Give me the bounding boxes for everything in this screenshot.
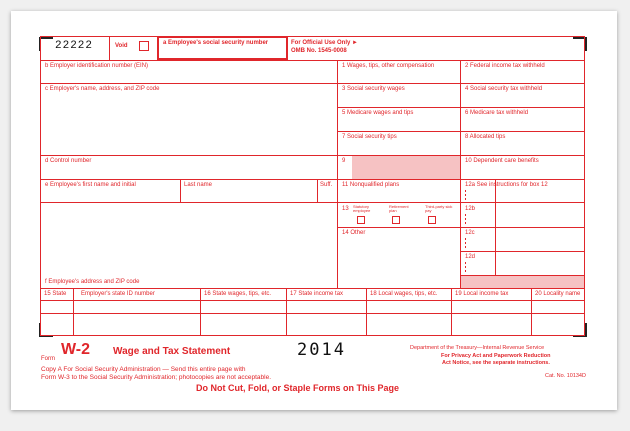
omb-number: OMB No. 1545-0008 <box>291 48 347 54</box>
box-17-label: 17 State income tax <box>290 291 344 297</box>
box-16-label: 16 State wages, tips, etc. <box>204 291 272 297</box>
official-use-label: For Official Use Only ► <box>291 40 358 46</box>
divider <box>73 288 74 336</box>
box-13-label: 13 <box>342 206 349 212</box>
box-12c-label: 12c <box>465 230 475 236</box>
divider <box>337 179 585 180</box>
box-b-label: b Employer identification number (EIN) <box>45 63 149 69</box>
box-12b-label: 12b <box>465 206 476 212</box>
box-11-label: 11 Nonqualified plans <box>342 182 400 188</box>
divider <box>286 288 287 336</box>
divider <box>317 179 318 203</box>
privacy-notice-line2: Act Notice, see the separate instructions. <box>442 360 550 366</box>
divider <box>40 155 338 156</box>
box-12b-code-dots <box>465 214 466 226</box>
box-3-label: 3 Social security wages <box>342 86 405 92</box>
box-12d-label: 12d <box>465 254 476 260</box>
divider <box>451 288 452 336</box>
box-e-last-label: Last name <box>184 182 213 188</box>
privacy-notice-line1: For Privacy Act and Paperwork Reduction <box>441 353 551 359</box>
box-e-first-label: e Employee's first name and initial <box>45 182 136 188</box>
box-12c-code-dots <box>465 238 466 250</box>
department-label: Department of the Treasury—Internal Revenue Service <box>410 345 545 351</box>
box-4-label: 4 Social security tax withheld <box>465 86 543 92</box>
box-12d-shaded-strip <box>461 276 584 288</box>
void-label: Void <box>115 43 128 49</box>
divider <box>460 227 585 228</box>
divider <box>531 288 532 336</box>
copy-a-line2: Form W-3 to the Social Security Administration; photocopies are not acceptable. <box>41 374 272 381</box>
divider <box>460 202 585 203</box>
box-20-label: 20 Locality name <box>535 291 581 297</box>
control-code: 22222 <box>55 40 94 52</box>
box-13-thirdparty-label: Third-party sick pay <box>425 204 453 213</box>
divider <box>40 313 585 314</box>
box-e-suff-label: Suff. <box>320 182 333 188</box>
divider <box>40 83 338 84</box>
box-6-label: 6 Medicare tax withheld <box>465 110 529 116</box>
box-12a-label: 12a See instructions for box 12 <box>465 182 548 188</box>
box-12d-code-dots <box>465 262 466 274</box>
form-name: W-2 <box>61 341 91 358</box>
box-9-shaded <box>352 156 460 179</box>
box-10-label: 10 Dependent care benefits <box>465 158 539 164</box>
box-13-retirement-label: Retirement plan <box>389 204 409 213</box>
w2-form-page <box>11 11 617 410</box>
box-18-label: 18 Local wages, tips, etc. <box>370 291 438 297</box>
divider <box>366 288 367 336</box>
divider <box>40 300 585 301</box>
divider <box>337 83 585 84</box>
divider <box>337 107 585 108</box>
box-15-label: 15 State <box>44 291 67 297</box>
box-2-label: 2 Federal income tax withheld <box>465 63 545 69</box>
box-9-label: 9 <box>342 158 346 164</box>
divider <box>40 202 338 203</box>
box-7-label: 7 Social security tips <box>342 134 397 140</box>
main-grid <box>40 60 585 289</box>
divider <box>200 288 201 336</box>
catalog-number: Cat. No. 10134D <box>545 373 586 379</box>
box-14-label: 14 Other <box>342 230 366 236</box>
statutory-employee-checkbox[interactable] <box>357 216 365 224</box>
divider <box>460 60 461 289</box>
box-1-label: 1 Wages, tips, other compensation <box>342 63 435 69</box>
box-15-id-label: Employer's state ID number <box>81 291 155 297</box>
box-13-statutory-label: Statutory employee <box>353 204 371 213</box>
third-party-sick-pay-checkbox[interactable] <box>428 216 436 224</box>
divider <box>460 251 585 252</box>
box-5-label: 5 Medicare wages and tips <box>342 110 414 116</box>
void-checkbox[interactable] <box>139 41 149 51</box>
divider <box>337 60 338 289</box>
box-a-label: a Employee's social security number <box>163 40 269 46</box>
divider <box>337 227 461 228</box>
form-word: Form <box>41 356 55 362</box>
copy-a-line1: Copy A For Social Security Administration — Send this entire page with <box>41 366 246 373</box>
box-d-label: d Control number <box>45 158 92 164</box>
tax-year: 2014 <box>297 340 346 360</box>
box-c-label: c Employer's name, address, and ZIP code <box>45 86 160 92</box>
divider <box>495 179 496 275</box>
divider <box>40 179 338 180</box>
box-12a-code-dots <box>465 190 466 202</box>
divider <box>180 179 181 203</box>
divider <box>337 202 461 203</box>
divider <box>337 131 585 132</box>
box-f-label: f Employee's address and ZIP code <box>45 279 140 285</box>
box-19-label: 19 Local income tax <box>455 291 509 297</box>
box-8-label: 8 Allocated tips <box>465 134 506 140</box>
retirement-plan-checkbox[interactable] <box>392 216 400 224</box>
do-not-cut-notice: Do Not Cut, Fold, or Staple Forms on This Page <box>196 383 400 393</box>
form-title: Wage and Tax Statement <box>113 346 231 357</box>
